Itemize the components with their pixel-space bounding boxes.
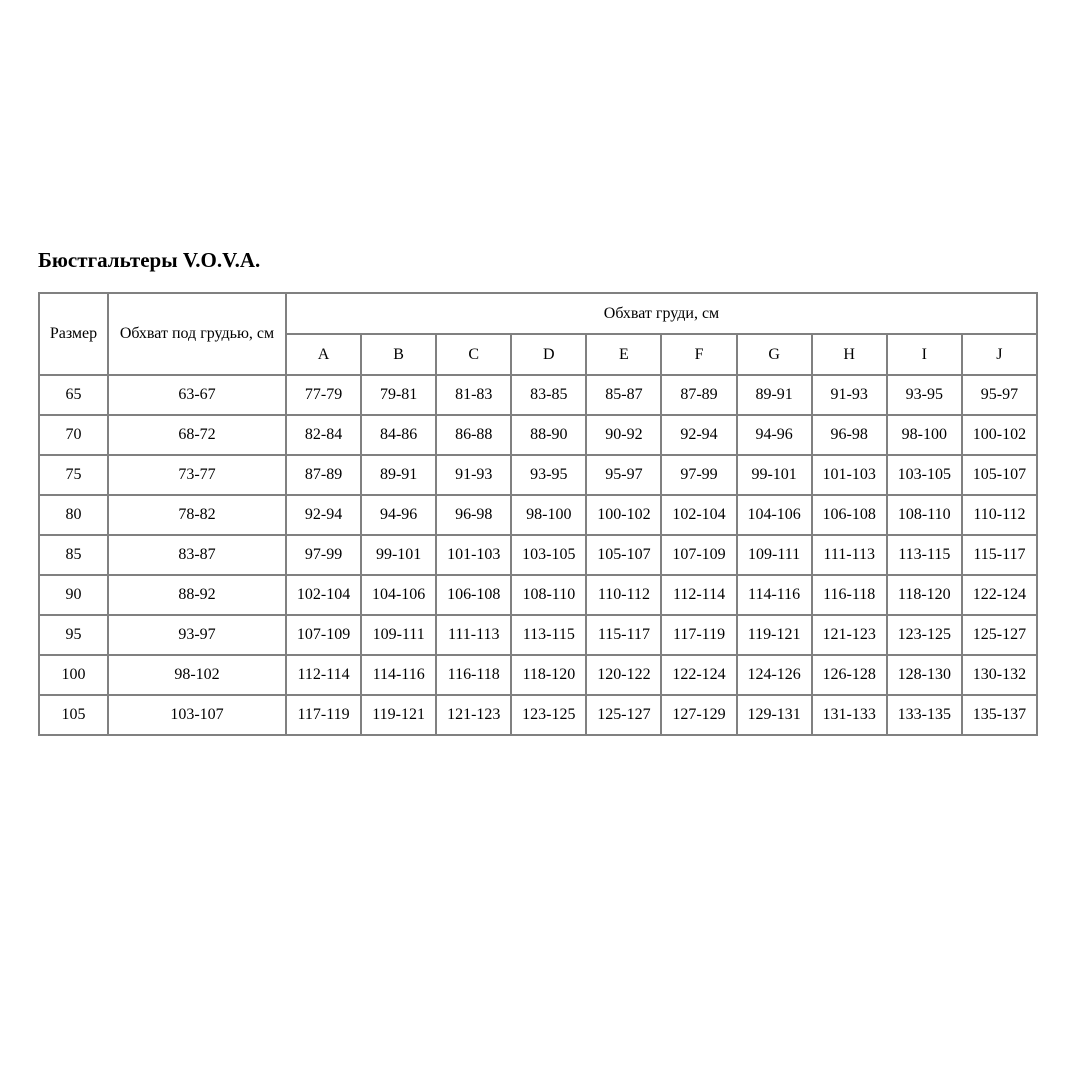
bust-range-cell: 77-79 (286, 375, 361, 415)
bust-range-cell: 111-113 (436, 615, 511, 655)
size-cell: 105 (39, 695, 108, 735)
bust-range-cell: 114-116 (361, 655, 436, 695)
bust-range-cell: 103-105 (511, 535, 586, 575)
cup-column-header: A (286, 334, 361, 375)
bust-range-cell: 100-102 (962, 415, 1037, 455)
cup-column-header: C (436, 334, 511, 375)
bust-range-cell: 129-131 (737, 695, 812, 735)
bust-range-cell: 118-120 (887, 575, 962, 615)
bust-range-cell: 125-127 (586, 695, 661, 735)
cup-column-header: E (586, 334, 661, 375)
bust-range-cell: 89-91 (737, 375, 812, 415)
bust-range-cell: 110-112 (586, 575, 661, 615)
bust-range-cell: 113-115 (511, 615, 586, 655)
table-row (39, 455, 1037, 495)
bra-size-table (38, 292, 1038, 736)
bust-range-cell: 118-120 (511, 655, 586, 695)
bust-range-cell: 100-102 (586, 495, 661, 535)
size-column-header: Размер (39, 293, 108, 375)
underbust-cell: 88-92 (108, 575, 286, 615)
bust-range-cell: 84-86 (361, 415, 436, 455)
bust-range-cell: 128-130 (887, 655, 962, 695)
bust-range-cell: 123-125 (511, 695, 586, 735)
cup-column-header: F (661, 334, 736, 375)
table-row (39, 695, 1037, 735)
bust-range-cell: 117-119 (661, 615, 736, 655)
bust-range-cell: 107-109 (286, 615, 361, 655)
size-cell: 75 (39, 455, 108, 495)
size-cell: 70 (39, 415, 108, 455)
bust-range-cell: 105-107 (962, 455, 1037, 495)
bust-range-cell: 127-129 (661, 695, 736, 735)
size-cell: 90 (39, 575, 108, 615)
bust-range-cell: 119-121 (361, 695, 436, 735)
bust-range-cell: 108-110 (887, 495, 962, 535)
bust-range-cell: 91-93 (436, 455, 511, 495)
bust-range-cell: 130-132 (962, 655, 1037, 695)
size-cell: 65 (39, 375, 108, 415)
bust-range-cell: 102-104 (286, 575, 361, 615)
cup-column-header: H (812, 334, 887, 375)
bust-range-cell: 105-107 (586, 535, 661, 575)
bust-range-cell: 114-116 (737, 575, 812, 615)
bust-range-cell: 111-113 (812, 535, 887, 575)
cup-column-header: D (511, 334, 586, 375)
bust-range-cell: 101-103 (436, 535, 511, 575)
bust-range-cell: 104-106 (737, 495, 812, 535)
bust-range-cell: 109-111 (361, 615, 436, 655)
bust-range-cell: 116-118 (436, 655, 511, 695)
bust-range-cell: 97-99 (661, 455, 736, 495)
bust-range-cell: 93-95 (511, 455, 586, 495)
bust-range-cell: 90-92 (586, 415, 661, 455)
underbust-cell: 73-77 (108, 455, 286, 495)
bust-range-cell: 122-124 (962, 575, 1037, 615)
bust-range-cell: 125-127 (962, 615, 1037, 655)
bust-range-cell: 115-117 (586, 615, 661, 655)
bust-range-cell: 104-106 (361, 575, 436, 615)
bust-range-cell: 126-128 (812, 655, 887, 695)
bust-range-cell: 112-114 (661, 575, 736, 615)
underbust-cell: 93-97 (108, 615, 286, 655)
table-row (39, 575, 1037, 615)
bust-range-cell: 117-119 (286, 695, 361, 735)
bust-range-cell: 99-101 (361, 535, 436, 575)
bust-range-cell: 135-137 (962, 695, 1037, 735)
bust-range-cell: 82-84 (286, 415, 361, 455)
bust-range-cell: 133-135 (887, 695, 962, 735)
underbust-cell: 83-87 (108, 535, 286, 575)
table-row (39, 415, 1037, 455)
bust-range-cell: 106-108 (812, 495, 887, 535)
bust-range-cell: 103-105 (887, 455, 962, 495)
bust-range-cell: 94-96 (361, 495, 436, 535)
size-table-body (39, 375, 1037, 735)
underbust-cell: 68-72 (108, 415, 286, 455)
bust-range-cell: 89-91 (361, 455, 436, 495)
table-row (39, 375, 1037, 415)
bust-range-cell: 123-125 (887, 615, 962, 655)
bust-range-cell: 119-121 (737, 615, 812, 655)
bust-range-cell: 96-98 (436, 495, 511, 535)
size-cell: 85 (39, 535, 108, 575)
bust-range-cell: 99-101 (737, 455, 812, 495)
bust-range-cell: 93-95 (887, 375, 962, 415)
size-table-header (39, 293, 1037, 375)
header-row-top (39, 293, 1037, 334)
bust-range-cell: 86-88 (436, 415, 511, 455)
bust-range-cell: 94-96 (737, 415, 812, 455)
underbust-cell: 98-102 (108, 655, 286, 695)
bust-range-cell: 92-94 (661, 415, 736, 455)
bust-range-cell: 91-93 (812, 375, 887, 415)
table-row (39, 495, 1037, 535)
bust-range-cell: 101-103 (812, 455, 887, 495)
bust-range-cell: 106-108 (436, 575, 511, 615)
bust-range-cell: 102-104 (661, 495, 736, 535)
bust-range-cell: 92-94 (286, 495, 361, 535)
bust-range-cell: 81-83 (436, 375, 511, 415)
bust-range-cell: 95-97 (586, 455, 661, 495)
bust-range-cell: 95-97 (962, 375, 1037, 415)
table-row (39, 655, 1037, 695)
bust-range-cell: 79-81 (361, 375, 436, 415)
bust-range-cell: 115-117 (962, 535, 1037, 575)
table-row (39, 535, 1037, 575)
bust-range-cell: 83-85 (511, 375, 586, 415)
underbust-column-header: Обхват под грудью, см (108, 293, 286, 375)
bust-range-cell: 131-133 (812, 695, 887, 735)
bust-range-cell: 122-124 (661, 655, 736, 695)
page-title: Бюстгальтеры V.O.V.A. (38, 248, 261, 272)
bust-range-cell: 87-89 (286, 455, 361, 495)
bust-range-cell: 113-115 (887, 535, 962, 575)
cup-column-header: I (887, 334, 962, 375)
size-cell: 80 (39, 495, 108, 535)
size-cell: 95 (39, 615, 108, 655)
bust-range-cell: 96-98 (812, 415, 887, 455)
bust-range-cell: 124-126 (737, 655, 812, 695)
bust-range-cell: 97-99 (286, 535, 361, 575)
bust-range-cell: 98-100 (511, 495, 586, 535)
bust-range-cell: 85-87 (586, 375, 661, 415)
underbust-cell: 103-107 (108, 695, 286, 735)
bust-range-cell: 109-111 (737, 535, 812, 575)
bust-range-cell: 88-90 (511, 415, 586, 455)
bust-range-cell: 107-109 (661, 535, 736, 575)
cup-column-header: J (962, 334, 1037, 375)
cup-column-header: B (361, 334, 436, 375)
bust-range-cell: 108-110 (511, 575, 586, 615)
bust-range-cell: 120-122 (586, 655, 661, 695)
bust-range-cell: 87-89 (661, 375, 736, 415)
underbust-cell: 63-67 (108, 375, 286, 415)
bust-range-cell: 121-123 (436, 695, 511, 735)
table-row (39, 615, 1037, 655)
bust-range-cell: 121-123 (812, 615, 887, 655)
bust-range-cell: 98-100 (887, 415, 962, 455)
bust-range-cell: 112-114 (286, 655, 361, 695)
bust-range-cell: 110-112 (962, 495, 1037, 535)
cup-column-header: G (737, 334, 812, 375)
bust-range-cell: 116-118 (812, 575, 887, 615)
underbust-cell: 78-82 (108, 495, 286, 535)
bust-group-header: Обхват груди, см (286, 293, 1037, 334)
size-cell: 100 (39, 655, 108, 695)
